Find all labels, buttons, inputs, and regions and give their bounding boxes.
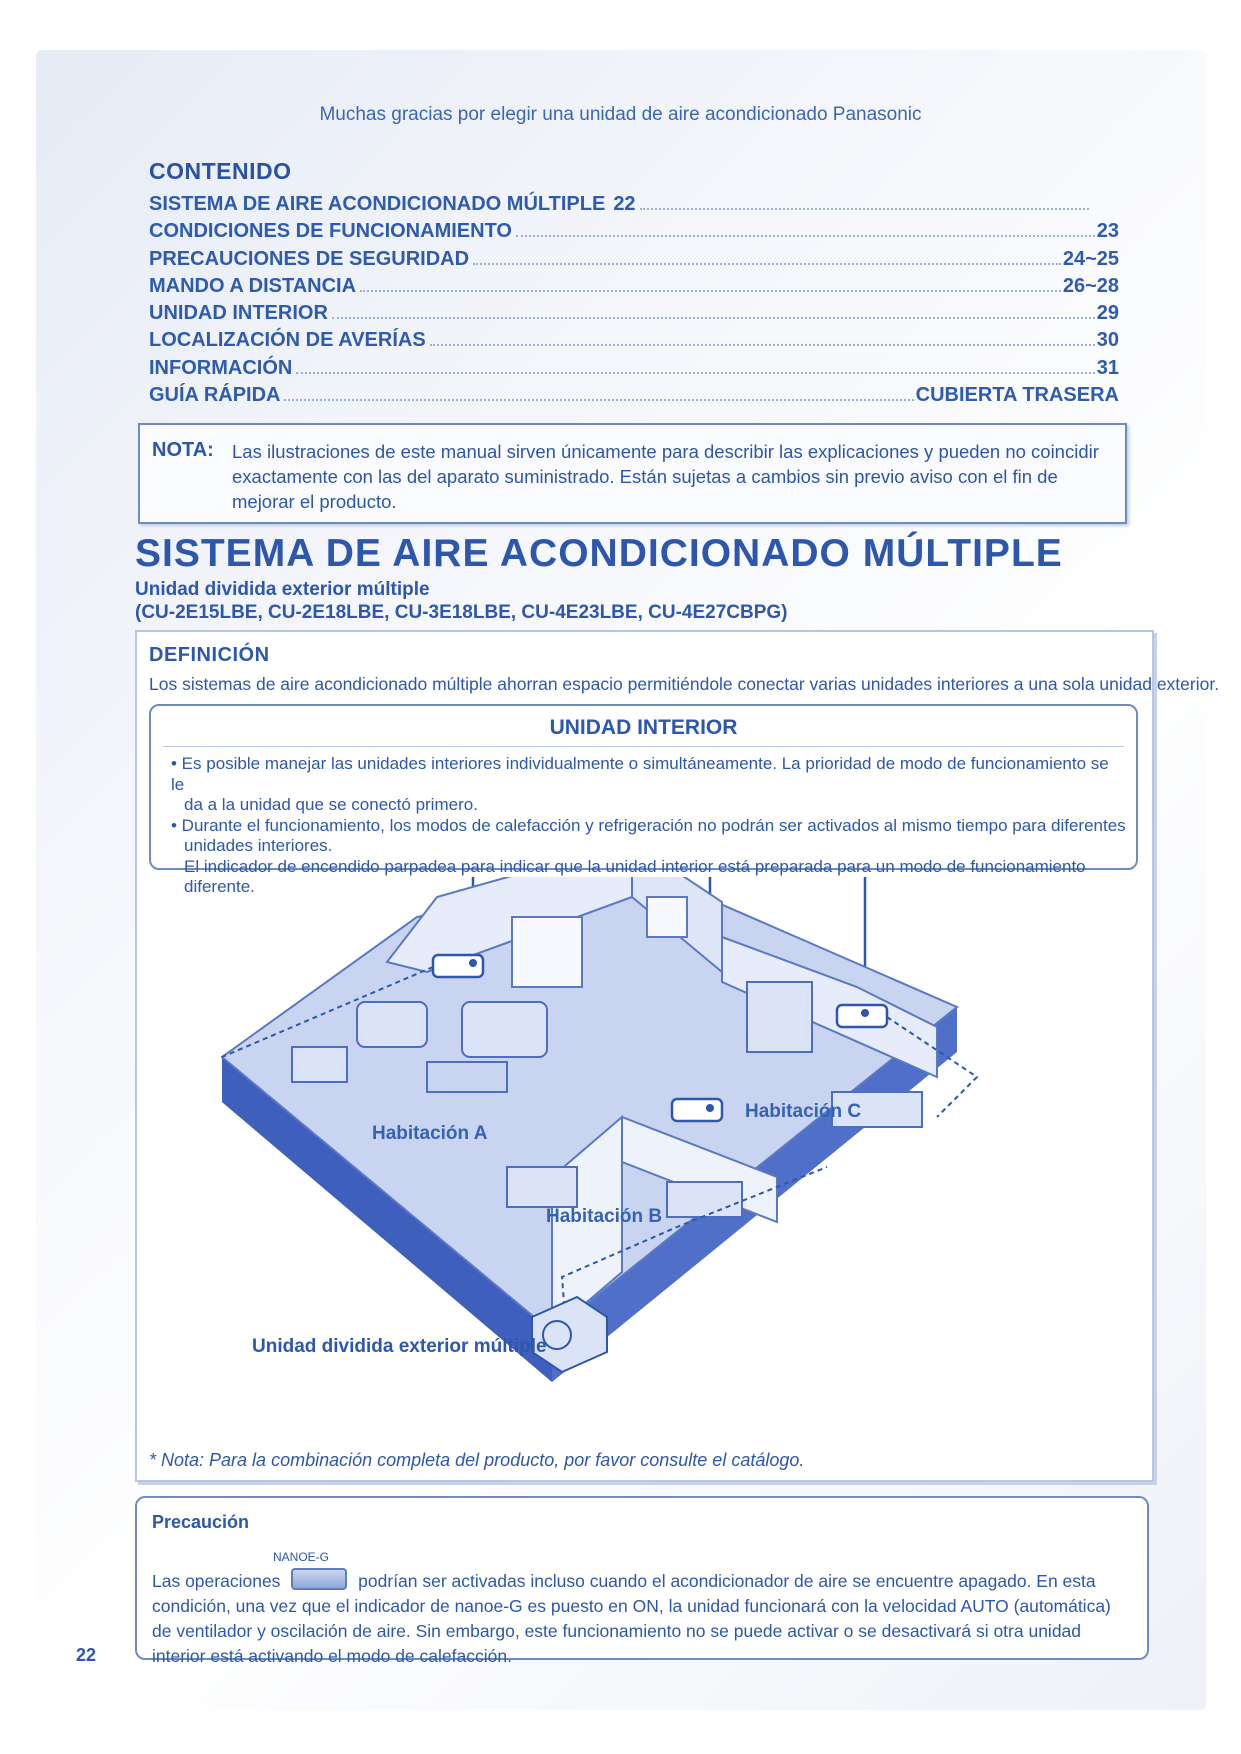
indoor-ac-unit xyxy=(837,1005,887,1027)
toc-label: INFORMACIÓN xyxy=(149,356,293,379)
caution-text xyxy=(152,1568,1127,1669)
toc-leader xyxy=(296,372,1094,374)
thanks-line: Muchas gracias por elegir una unidad de aire acondicionado Panasonic xyxy=(319,104,922,125)
toc-row[interactable] xyxy=(149,220,1119,247)
window xyxy=(647,897,687,937)
note-box xyxy=(138,423,1127,524)
bullet-continuation: da a la unidad que se conectó primero. xyxy=(184,795,478,814)
caution-text-rest: podrían ser activadas incluso cuando el acondicionador de aire se encuentre apagado. En esta condición, una vez que el indicador de nanoe-G es puesto en ON, la unidad funcionará con la velocidad AUTO (automática) de ventilador y oscilación de aire. Sin embargo, este funcionamiento no se puede activar o se desactivará si otra unidad interior está activando el modo de calefacción. xyxy=(152,1571,1111,1666)
toc-label: SISTEMA DE AIRE ACONDICIONADO MÚLTIPLE xyxy=(149,193,606,215)
section-title: SISTEMA DE AIRE ACONDICIONADO MÚLTIPLE xyxy=(135,532,1063,575)
connection-dot xyxy=(706,1104,714,1112)
definition-panel xyxy=(135,630,1220,1482)
contents-title: CONTENIDO xyxy=(149,158,292,184)
bullet-continuation: unidades interiores. xyxy=(184,836,333,855)
table-of-contents xyxy=(149,193,1119,411)
toc-row[interactable] xyxy=(149,357,1119,384)
toc-label: PRECAUCIONES DE SEGURIDAD xyxy=(149,247,470,270)
house-illustration xyxy=(177,877,1117,1422)
toc-leader xyxy=(360,290,1061,292)
toc-label: UNIDAD INTERIOR xyxy=(149,302,328,325)
subtitle-models: (CU-2E15LBE, CU-2E18LBE, CU-3E18LBE, CU-4E23LBE, CU-4E27CBPG) xyxy=(135,602,788,623)
toc-page: 22 xyxy=(613,193,636,215)
toc-row[interactable] xyxy=(149,384,1119,411)
indoor-unit-box xyxy=(149,704,1138,896)
page-number: 22 xyxy=(76,1645,97,1665)
toc-leader xyxy=(430,344,1095,346)
toc-page: 26~28 xyxy=(1062,274,1119,297)
sofa xyxy=(357,1002,427,1047)
toc-page: CUBIERTA TRASERA xyxy=(915,384,1119,407)
toc-row[interactable] xyxy=(149,302,1119,329)
indoor-unit-list xyxy=(171,754,1126,898)
caution-box xyxy=(135,1496,1149,1666)
bullet-item: • Durante el funcionamiento, los modos de calefacción y refrigeración no podrán ser activados al mismo tiempo para diferentes xyxy=(171,815,1126,835)
toc-row[interactable] xyxy=(149,329,1119,356)
section-subtitle xyxy=(135,578,788,624)
indoor-unit-title: UNIDAD INTERIOR xyxy=(549,716,738,739)
toc-label: GUÍA RÁPIDA xyxy=(149,384,281,407)
definition-title: DEFINICIÓN xyxy=(149,644,270,666)
toc-leader xyxy=(332,317,1095,319)
toc-page: 24~25 xyxy=(1062,247,1119,270)
bullet-item: • Es posible manejar las unidades interiores individualmente o simultáneamente. La prioridad de modo de funcionamiento se le xyxy=(171,754,1109,794)
toc-label: MANDO A DISTANCIA xyxy=(149,274,357,297)
toc-label: LOCALIZACIÓN DE AVERÍAS xyxy=(149,329,426,352)
caution-text-start: Las operaciones xyxy=(152,1571,281,1591)
nanoe-g-button-icon xyxy=(291,1568,347,1590)
bullet-continuation: El indicador de encendido parpadea para indicar que la unidad interior está preparada para un modo de funcionamiento diferente. xyxy=(184,856,1086,896)
divider xyxy=(163,746,1124,747)
toc-row[interactable] xyxy=(149,248,1119,275)
toc-leader xyxy=(284,399,913,401)
note-label: NOTA: xyxy=(152,439,214,461)
window xyxy=(512,917,582,987)
subtitle-line: Unidad dividida exterior múltiple xyxy=(135,579,430,600)
room-label-b: Habitación B xyxy=(546,1206,663,1227)
wardrobe xyxy=(747,982,812,1052)
toc-page: 23 xyxy=(1096,220,1119,243)
toc-row[interactable] xyxy=(149,193,1119,220)
footnote: * Nota: Para la combinación completa del producto, por favor consulte el catálogo. xyxy=(149,1450,805,1470)
toc-label: CONDICIONES DE FUNCIONAMIENTO xyxy=(149,220,512,243)
toc-row[interactable] xyxy=(149,275,1119,302)
toc-leader xyxy=(473,263,1061,265)
sofa xyxy=(462,1002,547,1057)
toc-page: 30 xyxy=(1096,329,1119,352)
toc-leader xyxy=(640,208,1089,210)
outdoor-unit-label: Unidad dividida exterior múltiple xyxy=(252,1336,547,1357)
cabinet xyxy=(507,1167,577,1207)
indoor-ac-unit xyxy=(672,1099,722,1121)
room-label-a: Habitación A xyxy=(372,1123,488,1144)
connection-dot xyxy=(861,1009,869,1017)
toc-page: 29 xyxy=(1096,302,1119,325)
cabinet xyxy=(292,1047,347,1082)
note-text: Las ilustraciones de este manual sirven únicamente para describir las explicaciones y pueden no coincidir exactamente con las del aparato suministrado. Están sujetas a cambios sin previo aviso con el fin de mejorar el producto. xyxy=(232,441,1099,512)
caution-title: Precaución xyxy=(152,1512,250,1532)
definition-text: Los sistemas de aire acondicionado múltiple ahorran espacio permitiéndole conectar varias unidades interiores a una sola unidad exterior. xyxy=(149,674,1220,694)
room-label-c: Habitación C xyxy=(745,1101,862,1122)
connection-dot xyxy=(469,959,477,967)
toc-leader xyxy=(516,235,1095,237)
desk xyxy=(667,1182,742,1217)
toc-page: 31 xyxy=(1096,356,1119,379)
nanoe-g-label: NANOE-G xyxy=(273,1550,330,1564)
